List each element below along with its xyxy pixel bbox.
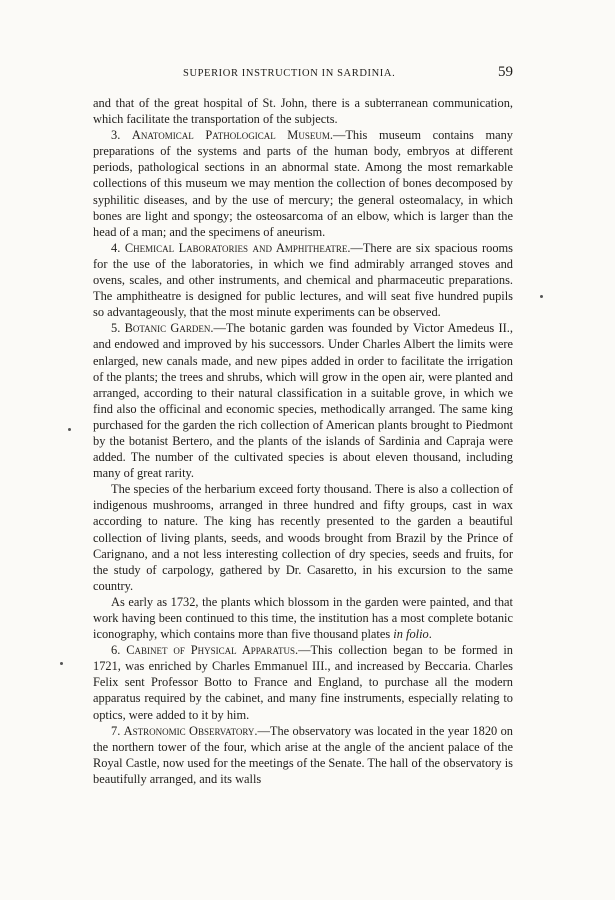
body-text (93, 95, 513, 787)
paper-speck (540, 295, 543, 298)
section-text: —There are six spacious rooms for the use of the laboratories, in which we find admirably arranged stoves and ovens, scales, and other instruments, and chemical and pharmaceutic preparations. The amphitheatre is designed for public lectures, and will seat five hundred pupils so advantageously, that the most minute experiments can be observed. (93, 240, 514, 320)
italic-phrase: in folio (393, 627, 429, 642)
section-text: —The observatory was located in the year 1820 on the northern tower of the four, which arise at the angle of the ancient palace of the Royal Castle, now used for the meetings of the Senate. The hall of the observatory is beautifully arranged, and its walls (93, 723, 513, 786)
running-head: SUPERIOR INSTRUCTION IN SARDINIA. (183, 68, 396, 79)
paragraph-herbarium: The species of the herbarium exceed forty thousand. There is also a collection of indigenous mushrooms, arranged in three hundred and fifty groups, cast in wax according to nature. The king has recently presented to the garden a beautiful collection of living plants, seeds, and woods brought from Brazil by the Prince of Carignano, and a not less interesting collection of dry species, seeds and fruits, for the study of carpology, gathered by Dr. Casaretto, in his excursion to the same country. (93, 482, 513, 593)
section-heading: Botanic Garden. (124, 321, 214, 336)
section-heading: Astronomic Observatory. (123, 723, 258, 738)
section-physical-apparatus (93, 642, 513, 722)
section-text: —This museum contains many preparations of the systems and parts of the human body, embryos at different periods, pathological sections in an abnormal state. Among the most remarkable collections of this museum we may mention the collection of bones decomposed by syphilitic diseases, and by the use of mercury; the general osteomalacy, in which bones are light and spongy; the osteosarcoma of an elbow, which is larger than the head of a man; and the specimens of aneurism. (93, 128, 513, 239)
section-chemical-laboratories (93, 240, 513, 320)
section-anatomical-museum (93, 127, 513, 240)
section-heading: Chemical Laboratories and Amphitheatre. (124, 240, 351, 255)
page-number: 59 (498, 64, 513, 80)
paper-speck (68, 428, 71, 431)
section-text: —This collection began to be formed in 1721, was enriched by Charles Emmanuel III., and increased by Beccaria. Charles Felix sent Professor Botto to France and England, to purchase all the modern apparatus required by the cabinet, and many fine instruments, especially relating to optics, were added to it by him. (93, 643, 513, 722)
paragraph-iconography: As early as 1732, the plants which blossom in the garden were painted, and that work having been continued to this time, the institution has a most complete botanic iconography, which contains more than five thousand plates in folio. (93, 594, 513, 642)
section-heading: Cabinet of Physical Apparatus. (126, 643, 299, 658)
section-botanic-garden (93, 320, 513, 481)
section-heading: Anatomical Pathological Museum. (131, 128, 333, 143)
paper-speck (60, 662, 63, 665)
page-header (93, 66, 513, 84)
section-number: 5. (111, 321, 121, 336)
section-number: 7. (111, 723, 121, 738)
section-number: 6. (111, 643, 121, 658)
section-number: 4. (111, 240, 121, 255)
section-number: 3. (111, 128, 121, 143)
section-text: —The botanic garden was founded by Victor Amedeus II., and endowed and improved by his successors. Under Charles Albert the limits were enlarged, new canals made, and new pipes added in order to facilitate the irrigation of the plants; the trees and shrubs, which will grow in the open air, were planted and arranged, according to their natural classification in a suitable grove, in which we find also the officinal and economic species, methodically arranged. The same king purchased for the garden the rich collection of American plants brought to Piedmont by the botanist Bertero, and the plants of the islands of Sardinia and Capraja were added. The number of the cultivated species is about eleven thousand, including many of great rarity. (93, 321, 513, 481)
section-observatory (93, 723, 513, 787)
paragraph-continuation: and that of the great hospital of St. John, there is a subterranean communication, which facilitate the transportation of the subjects. (93, 96, 513, 127)
